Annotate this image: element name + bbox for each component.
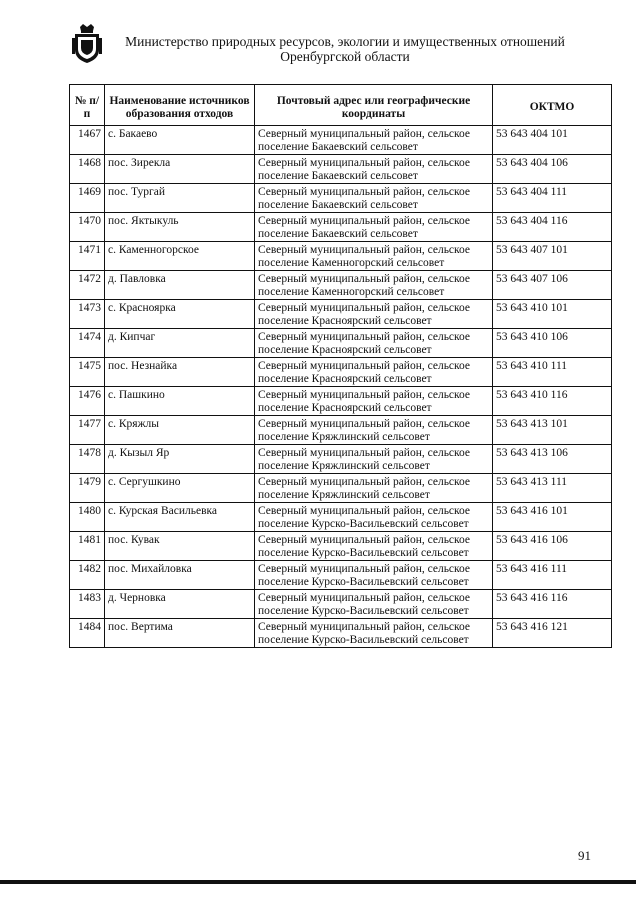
row-number: 1481	[70, 532, 105, 561]
source-name: с. Красноярка	[105, 300, 255, 329]
document-header	[110, 34, 580, 64]
oktmo-code: 53 643 410 111	[493, 358, 612, 387]
source-name: д. Кызыл Яр	[105, 445, 255, 474]
address-cell: Северный муниципальный район, сельское поселение Каменногорский сельсовет	[255, 271, 493, 300]
source-name: с. Каменногорское	[105, 242, 255, 271]
region-name: Оренбургской области	[280, 49, 410, 64]
row-number: 1469	[70, 184, 105, 213]
source-name: д. Павловка	[105, 271, 255, 300]
source-name: пос. Кувак	[105, 532, 255, 561]
table-row	[70, 126, 612, 155]
source-name: с. Кряжлы	[105, 416, 255, 445]
table-row	[70, 387, 612, 416]
address-cell: Северный муниципальный район, сельское поселение Красноярский сельсовет	[255, 329, 493, 358]
ministry-name: Министерство природных ресурсов, экологии и имущественных отношений	[125, 34, 565, 49]
waste-sources-table	[69, 84, 612, 648]
oktmo-code: 53 643 413 106	[493, 445, 612, 474]
oktmo-code: 53 643 404 106	[493, 155, 612, 184]
address-cell: Северный муниципальный район, сельское поселение Красноярский сельсовет	[255, 358, 493, 387]
col-header-address: Почтовый адрес или географические координаты	[255, 85, 493, 126]
address-cell: Северный муниципальный район, сельское поселение Кряжлинский сельсовет	[255, 445, 493, 474]
oktmo-code: 53 643 416 116	[493, 590, 612, 619]
source-name: пос. Незнайка	[105, 358, 255, 387]
col-header-oktmo: ОКТМО	[493, 85, 612, 126]
source-name: пос. Тургай	[105, 184, 255, 213]
row-number: 1470	[70, 213, 105, 242]
address-cell: Северный муниципальный район, сельское поселение Курско-Васильевский сельсовет	[255, 619, 493, 648]
source-name: д. Кипчаг	[105, 329, 255, 358]
oktmo-code: 53 643 413 101	[493, 416, 612, 445]
table-row	[70, 184, 612, 213]
table-row	[70, 590, 612, 619]
table-row	[70, 503, 612, 532]
address-cell: Северный муниципальный район, сельское поселение Курско-Васильевский сельсовет	[255, 503, 493, 532]
row-number: 1475	[70, 358, 105, 387]
row-number: 1477	[70, 416, 105, 445]
oktmo-code: 53 643 410 101	[493, 300, 612, 329]
row-number: 1467	[70, 126, 105, 155]
row-number: 1471	[70, 242, 105, 271]
oktmo-code: 53 643 404 116	[493, 213, 612, 242]
address-cell: Северный муниципальный район, сельское поселение Курско-Васильевский сельсовет	[255, 590, 493, 619]
row-number: 1484	[70, 619, 105, 648]
bottom-divider	[0, 880, 636, 884]
row-number: 1476	[70, 387, 105, 416]
oktmo-code: 53 643 416 106	[493, 532, 612, 561]
coat-of-arms-icon	[72, 24, 102, 64]
address-cell: Северный муниципальный район, сельское поселение Бакаевский сельсовет	[255, 213, 493, 242]
table-row	[70, 213, 612, 242]
address-cell: Северный муниципальный район, сельское поселение Красноярский сельсовет	[255, 387, 493, 416]
source-name: пос. Михайловка	[105, 561, 255, 590]
address-cell: Северный муниципальный район, сельское поселение Курско-Васильевский сельсовет	[255, 561, 493, 590]
table-row	[70, 561, 612, 590]
oktmo-code: 53 643 410 106	[493, 329, 612, 358]
table-row	[70, 300, 612, 329]
address-cell: Северный муниципальный район, сельское поселение Каменногорский сельсовет	[255, 242, 493, 271]
table-row	[70, 445, 612, 474]
row-number: 1473	[70, 300, 105, 329]
table-row	[70, 358, 612, 387]
row-number: 1478	[70, 445, 105, 474]
oktmo-code: 53 643 413 111	[493, 474, 612, 503]
col-header-name: Наименование источников образования отходов	[105, 85, 255, 126]
source-name: пос. Вертима	[105, 619, 255, 648]
row-number: 1480	[70, 503, 105, 532]
row-number: 1482	[70, 561, 105, 590]
address-cell: Северный муниципальный район, сельское поселение Бакаевский сельсовет	[255, 184, 493, 213]
table-row	[70, 155, 612, 184]
address-cell: Северный муниципальный район, сельское поселение Кряжлинский сельсовет	[255, 416, 493, 445]
oktmo-code: 53 643 416 111	[493, 561, 612, 590]
row-number: 1468	[70, 155, 105, 184]
oktmo-code: 53 643 407 101	[493, 242, 612, 271]
address-cell: Северный муниципальный район, сельское поселение Курско-Васильевский сельсовет	[255, 532, 493, 561]
table-row	[70, 474, 612, 503]
source-name: с. Курская Васильевка	[105, 503, 255, 532]
row-number: 1483	[70, 590, 105, 619]
address-cell: Северный муниципальный район, сельское поселение Бакаевский сельсовет	[255, 126, 493, 155]
table-row	[70, 532, 612, 561]
source-name: с. Пашкино	[105, 387, 255, 416]
table-row	[70, 619, 612, 648]
oktmo-code: 53 643 407 106	[493, 271, 612, 300]
oktmo-code: 53 643 404 101	[493, 126, 612, 155]
source-name: с. Сергушкино	[105, 474, 255, 503]
table-row	[70, 329, 612, 358]
col-header-number: № п/п	[70, 85, 105, 126]
source-name: пос. Яктыкуль	[105, 213, 255, 242]
source-name: д. Черновка	[105, 590, 255, 619]
table-row	[70, 416, 612, 445]
row-number: 1472	[70, 271, 105, 300]
table-body	[70, 126, 612, 648]
table-row	[70, 271, 612, 300]
row-number: 1479	[70, 474, 105, 503]
address-cell: Северный муниципальный район, сельское поселение Кряжлинский сельсовет	[255, 474, 493, 503]
source-name: пос. Зирекла	[105, 155, 255, 184]
address-cell: Северный муниципальный район, сельское поселение Красноярский сельсовет	[255, 300, 493, 329]
oktmo-code: 53 643 416 101	[493, 503, 612, 532]
table-row	[70, 242, 612, 271]
source-name: с. Бакаево	[105, 126, 255, 155]
row-number: 1474	[70, 329, 105, 358]
address-cell: Северный муниципальный район, сельское поселение Бакаевский сельсовет	[255, 155, 493, 184]
table-header-row	[70, 85, 612, 126]
oktmo-code: 53 643 404 111	[493, 184, 612, 213]
oktmo-code: 53 643 410 116	[493, 387, 612, 416]
oktmo-code: 53 643 416 121	[493, 619, 612, 648]
page-number: 91	[578, 848, 591, 863]
